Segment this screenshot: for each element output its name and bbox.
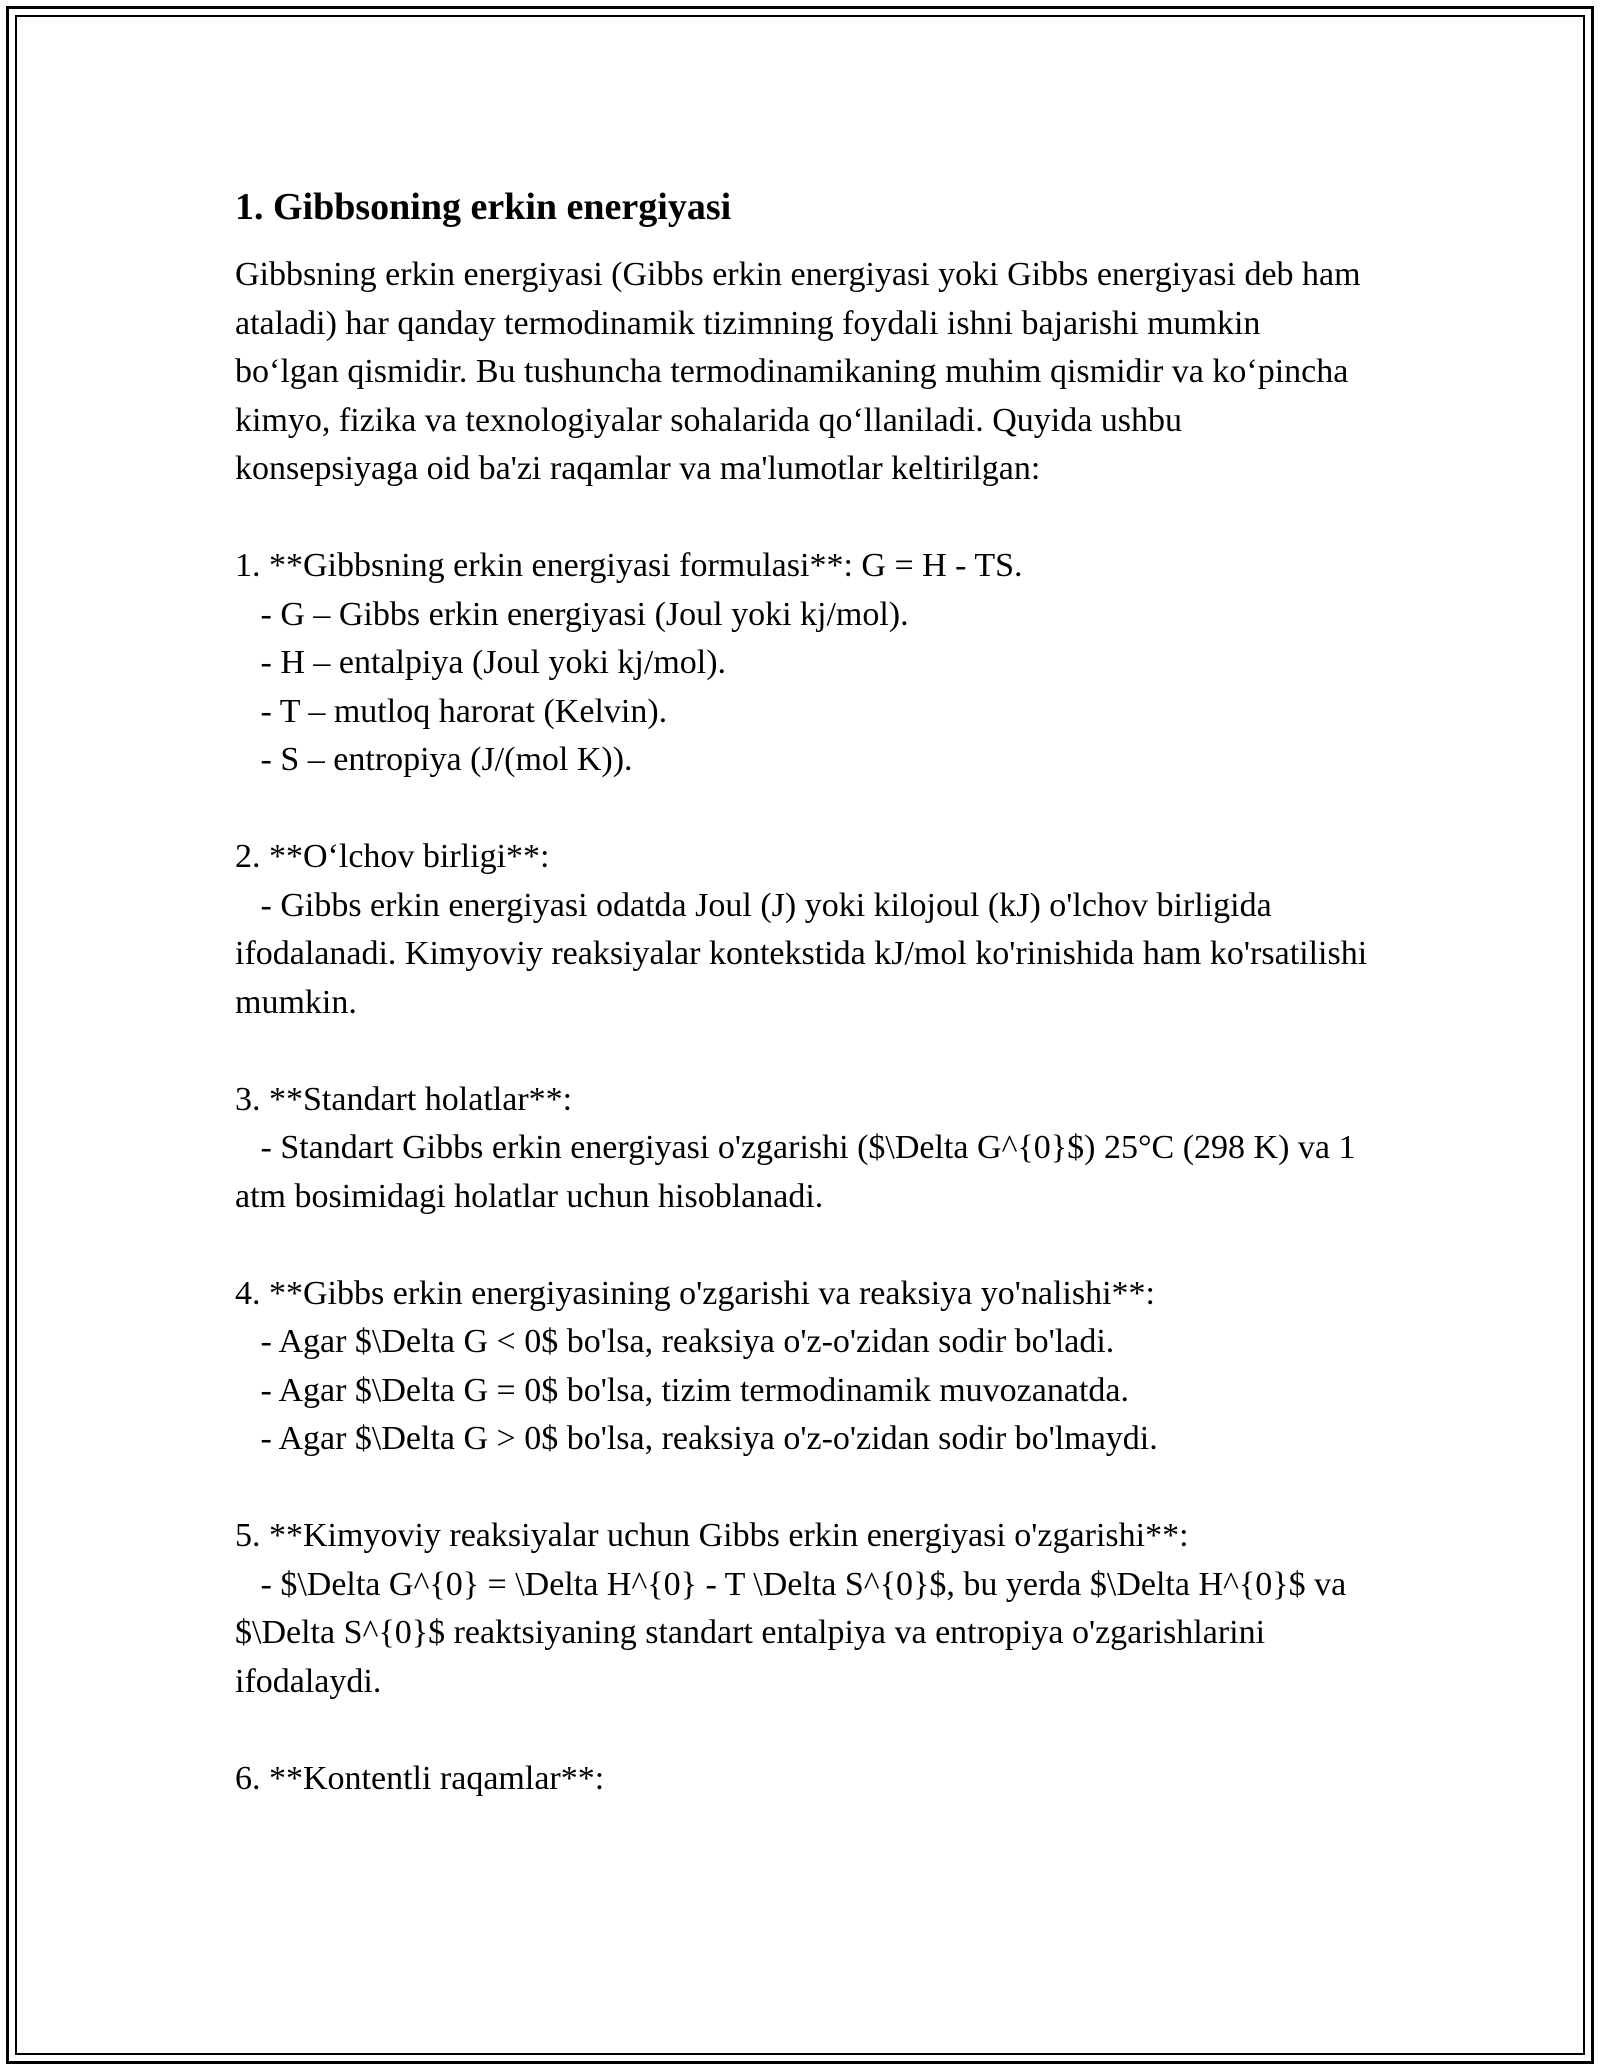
spacer <box>235 494 1370 543</box>
list-item-body: - Gibbs erkin energiyasi odatda Joul (J) yoki kilojoul (kJ) o'lchov birligida ifodalanadi. Kimyoviy reaksiyalar kontekstida kJ/mol ko'rinishida ham ko'rsatilishi mumkin. <box>235 886 1376 1021</box>
spacer <box>235 1706 1370 1755</box>
spacer <box>235 1221 1370 1270</box>
list-item-title: 1. **Gibbsning erkin energiyasi formulasi**: G = H - TS. <box>235 547 1023 584</box>
list-item-reaction-direction <box>235 1270 1370 1464</box>
list-item-body: - G – Gibbs erkin energiyasi (Joul yoki kj/mol). - H – entalpiya (Joul yoki kj/mol). - T – mutloq harorat (Kelvin). - S – entropiya (J/(mol K)). <box>260 595 909 778</box>
spacer <box>235 1464 1370 1513</box>
list-item-title: 5. **Kimyoviy reaksiyalar uchun Gibbs erkin energiyasi o'zgarishi**: <box>235 1517 1189 1554</box>
spacer <box>235 785 1370 834</box>
document-body <box>235 185 1376 1803</box>
list-item-title: 4. **Gibbs erkin energiyasining o'zgarishi va reaksiya yo'nalishi**: <box>235 1274 1155 1312</box>
list-item-units <box>235 833 1376 1027</box>
list-item-title: 2. **O‘lchov birligi**: <box>235 838 550 875</box>
list-item-body: - Standart Gibbs erkin energiyasi o'zgarishi ($\Delta G^{0}$) 25°C (298 K) va 1 atm bosimidagi holatlar uchun hisoblanadi. <box>235 1129 1365 1215</box>
list-item-standard-states <box>235 1076 1370 1222</box>
list-item-body: - $\Delta G^{0} = \Delta H^{0} - T \Delta S^{0}$, bu yerda $\Delta H^{0}$ va $\Delta S^{0}$ reaktsiyaning standart entalpiya va entropiya o'zgarishlarini ifodalaydi. <box>235 1565 1355 1700</box>
intro-paragraph: Gibbsning erkin energiyasi (Gibbs erkin energiyasi yoki Gibbs energiyasi deb ham ataladi) har qanday termodinamik tizimning foydali ishni bajarishi mumkin bo‘lgan qismidir. Bu tushuncha termodinamikaning muhim qismidir va ko‘pincha kimyo, fizika va texnologiyalar sohalarida qo‘llaniladi. Quyida ushbu konsepsiyaga oid ba'zi raqamlar va ma'lumotlar keltirilgan: <box>235 256 1370 487</box>
section-heading: 1. Gibbsoning erkin energiyasi <box>235 186 732 228</box>
list-item-chemical-reactions <box>235 1512 1370 1706</box>
list-item-formula <box>235 542 1370 785</box>
spacer <box>235 1027 1370 1076</box>
list-item-body: - Agar $\Delta G < 0$ bo'lsa, reaksiya o'z-o'zidan sodir bo'ladi. - Agar $\Delta G = 0$ bo'lsa, tizim termodinamik muvozanatda. - Agar $\Delta G > 0$ bo'lsa, reaksiya o'z-o'zidan sodir bo'lmaydi. <box>260 1323 1158 1457</box>
list-item-title: 3. **Standart holatlar**: <box>235 1080 573 1118</box>
list-item-content-numbers <box>235 1755 1370 1804</box>
list-item-title: 6. **Kontentli raqamlar**: <box>235 1759 605 1797</box>
